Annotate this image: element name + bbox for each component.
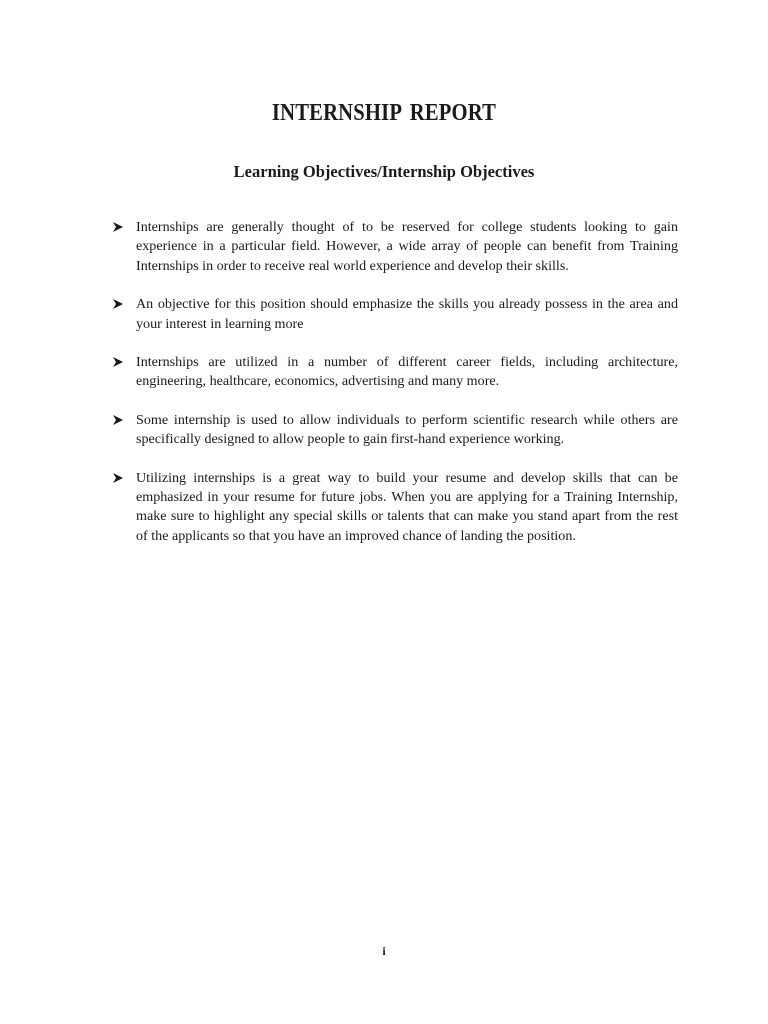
list-item-text: Internships are utilized in a number of different career fields, including architecture, engineering, healthcare, economics, advertising and many more.	[136, 354, 678, 390]
list-item	[112, 295, 678, 334]
list-item	[112, 353, 678, 392]
list-item-text: An objective for this position should emphasize the skills you already possess in the area and your interest in learning more	[136, 296, 678, 332]
list-item	[112, 218, 678, 276]
list-item-text: Some internship is used to allow individuals to perform scientific research while others are specifically designed to allow people to gain first-hand experience working.	[136, 411, 678, 448]
list-item	[112, 469, 678, 547]
document-title: INTERNSHIP REPORT	[271, 100, 497, 126]
arrowhead-bullet-icon	[112, 414, 124, 426]
arrowhead-bullet-icon	[112, 472, 124, 484]
objectives-list	[112, 218, 678, 565]
list-item-text: Internships are generally thought of to be reserved for college students looking to gain experience in a particular field. However, a wide array of people can benefit from Training Internships in order to receive real world experience and develop their skills.	[136, 219, 678, 274]
arrowhead-bullet-icon	[112, 298, 124, 310]
page-number: i	[382, 944, 386, 958]
arrowhead-bullet-icon	[112, 356, 124, 368]
arrowhead-bullet-icon	[112, 221, 124, 233]
list-item	[112, 411, 678, 450]
list-item-text: Utilizing internships is a great way to build your resume and develop skills that can be emphasized in your resume for future jobs. When you are applying for a Training Internship, make sure to highlight any special skills or talents that can make you stand apart from the rest of the applicants so that you have an improved chance of landing the position.	[136, 469, 678, 544]
document-subtitle: Learning Objectives/Internship Objectives	[233, 162, 535, 181]
